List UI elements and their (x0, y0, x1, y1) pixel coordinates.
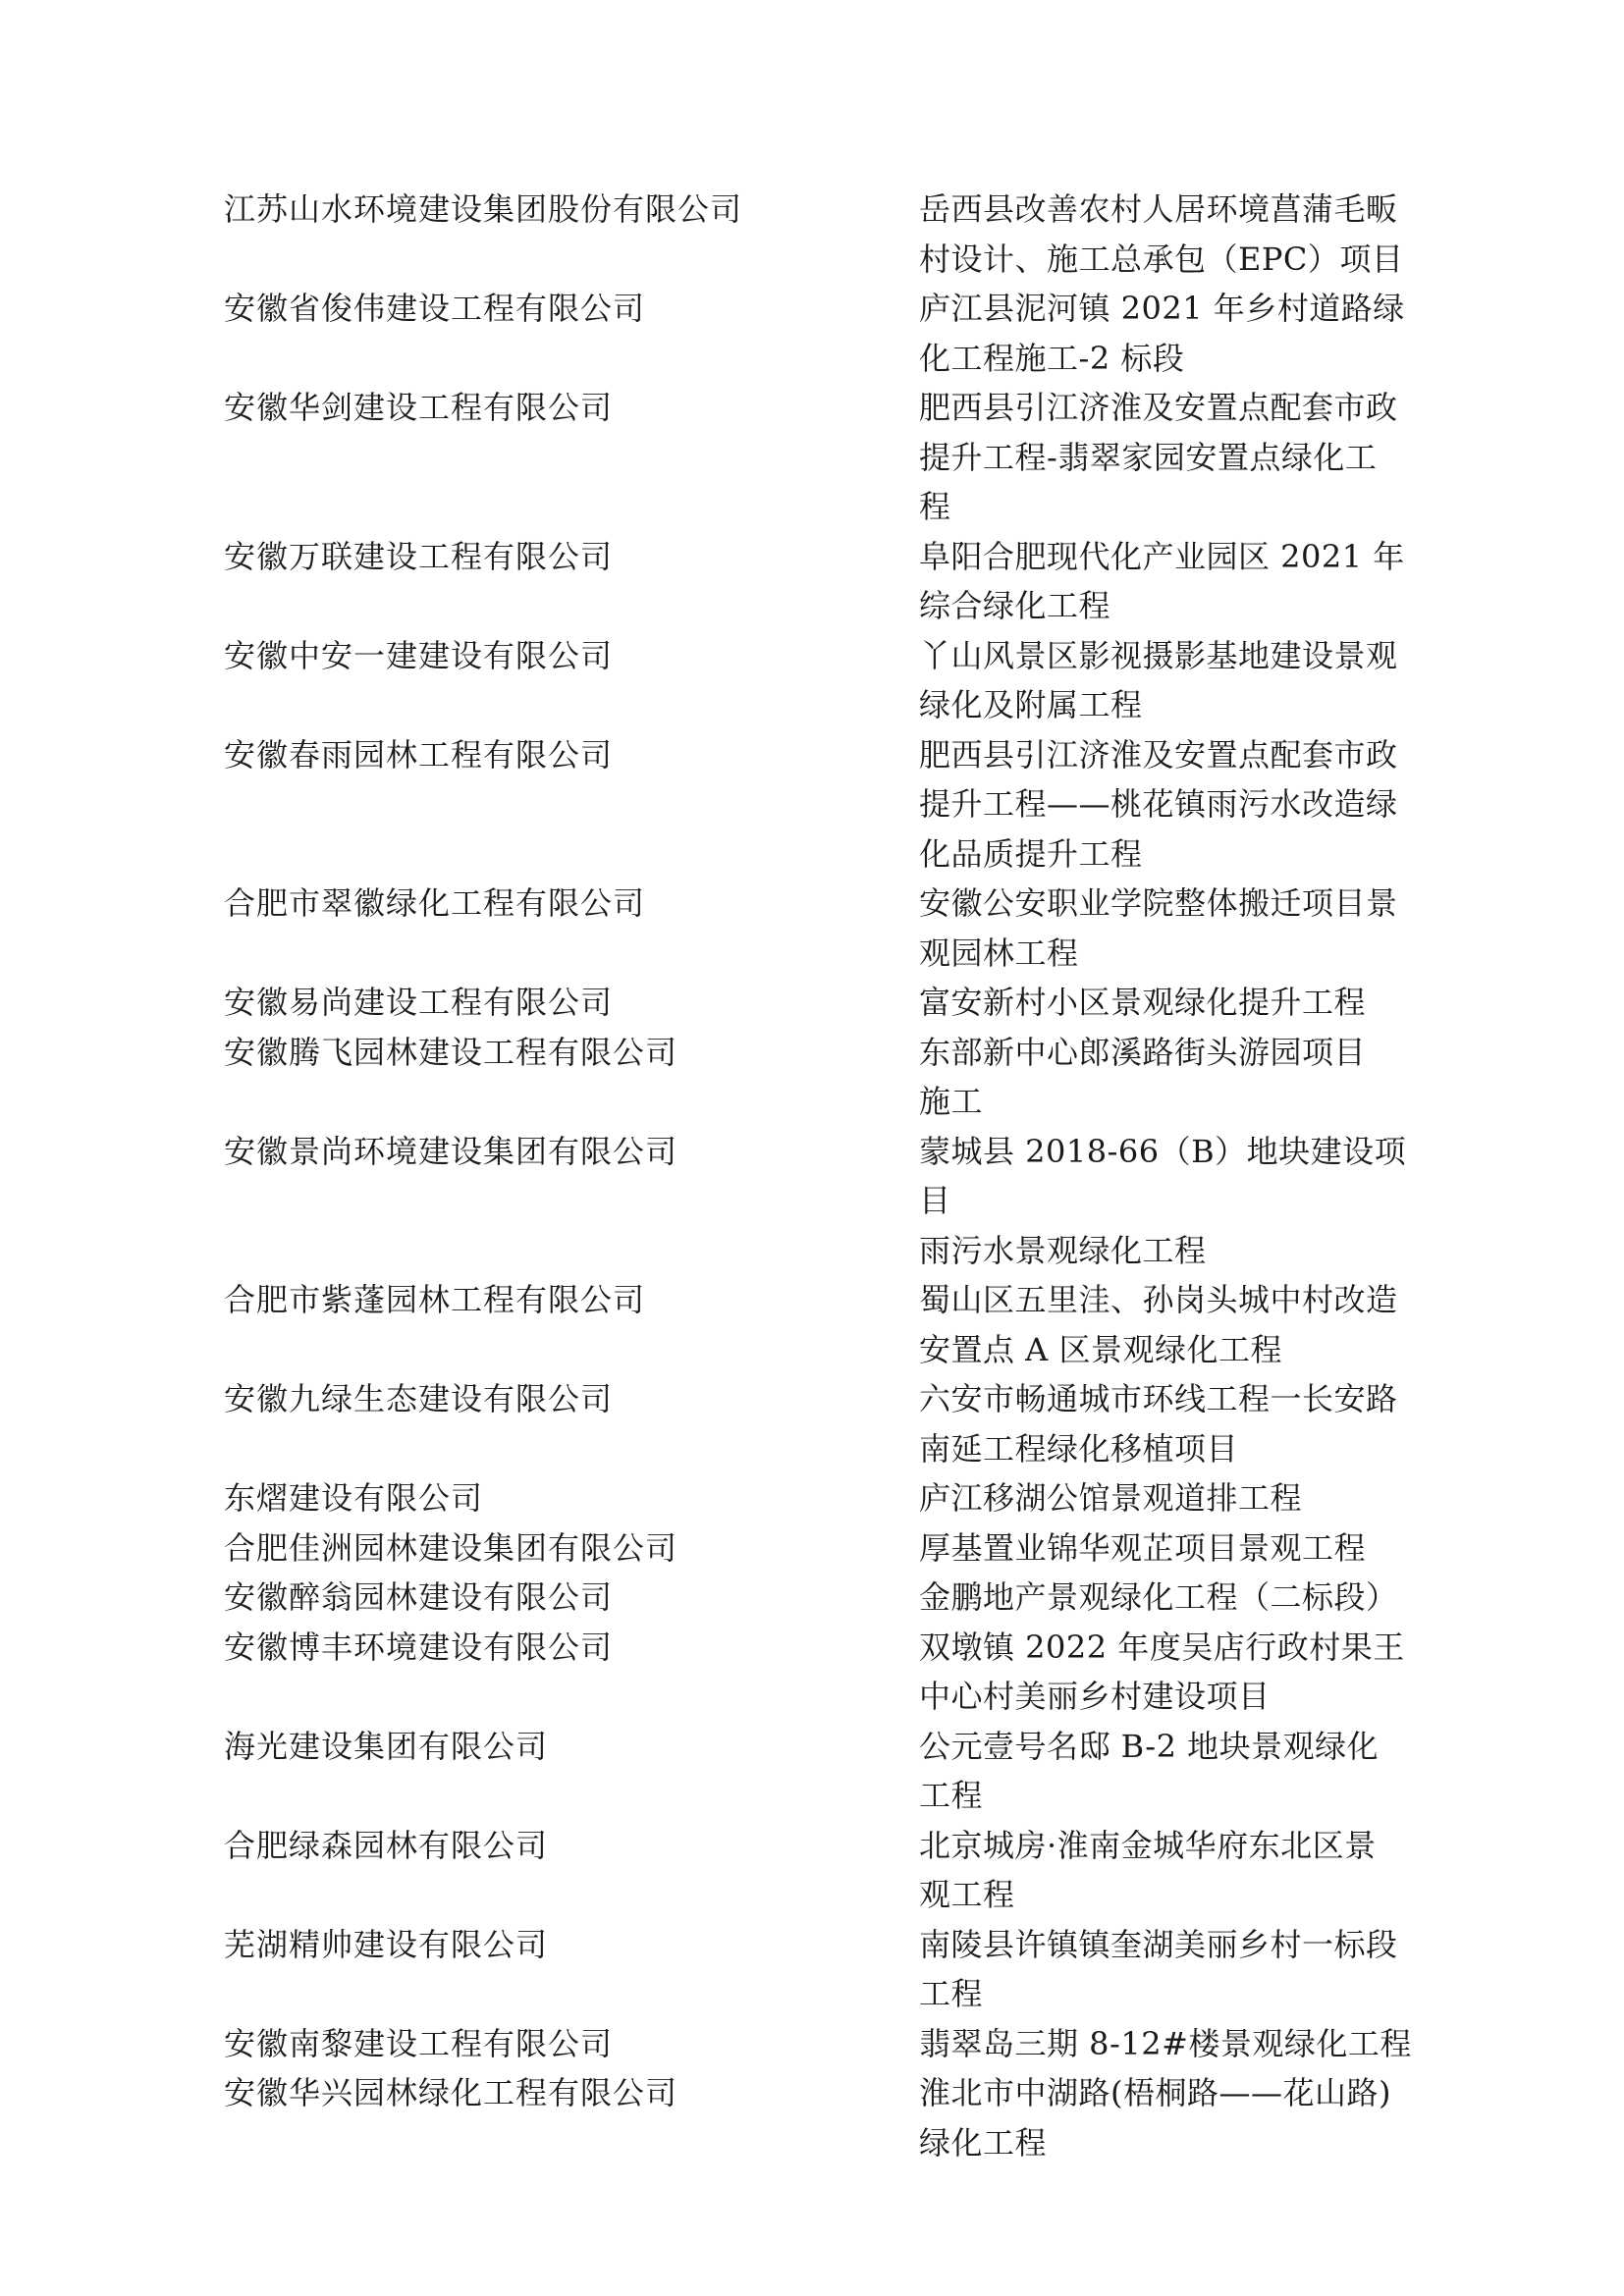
project-name: 厚基置业锦华观芷项目景观工程 (919, 1528, 1367, 1567)
project-name: 六安市畅通城市环线工程一长安路 南延工程绿化移植项目 (919, 1380, 1398, 1468)
list-row (224, 1127, 1422, 1276)
project-name: 岳西县改善农村人居环境菖蒲毛畈 村设计、施工总承包（EPC）项目 (919, 190, 1404, 278)
project-name: 肥西县引江济淮及安置点配套市政 提升工程-翡翠家园安置点绿化工 程 (919, 389, 1398, 525)
company-name: 合肥市紫蓬园林工程有限公司 (224, 1281, 646, 1318)
company-name: 合肥市翠徽绿化工程有限公司 (224, 884, 646, 922)
company-project-list (224, 185, 1422, 2167)
project-name: 丫山风景区影视摄影基地建设景观 绿化及附属工程 (919, 636, 1398, 723)
project-name: 南陵县许镇镇奎湖美丽乡村一标段 工程 (919, 1925, 1398, 2012)
list-row (224, 2019, 1422, 2069)
company-name: 合肥佳洲园林建设集团有限公司 (224, 1528, 678, 1567)
list-row (224, 383, 1422, 532)
project-name: 淮北市中湖路(梧桐路——花山路) 绿化工程 (919, 2074, 1391, 2162)
project-name: 阜阳合肥现代化产业园区 2021 年 综合绿化工程 (919, 537, 1405, 624)
list-row (224, 1523, 1422, 1574)
project-name: 北京城房·淮南金城华府东北区景 观工程 (919, 1826, 1377, 1913)
company-name: 芜湖精帅建设有限公司 (224, 1925, 549, 1963)
company-name: 安徽景尚环境建设集团有限公司 (224, 1132, 678, 1170)
list-row (224, 631, 1422, 730)
list-row (224, 879, 1422, 978)
project-name: 翡翠岛三期 8-12#楼景观绿化工程 (919, 2024, 1412, 2062)
company-name: 安徽易尚建设工程有限公司 (224, 984, 614, 1021)
company-name: 安徽腾飞园林建设工程有限公司 (224, 1033, 678, 1071)
list-row (224, 1573, 1422, 1623)
project-name: 双墩镇 2022 年度吴店行政村果王 中心村美丽乡村建设项目 (919, 1628, 1405, 1715)
company-name: 安徽中安一建建设有限公司 (224, 636, 614, 674)
project-name: 金鹏地产景观绿化工程（二标段） (919, 1578, 1398, 1616)
list-row (224, 730, 1422, 880)
project-name: 蜀山区五里洼、孙岗头城中村改造 安置点 A 区景观绿化工程 (919, 1281, 1398, 1368)
company-name: 江苏山水环境建设集团股份有限公司 (224, 190, 743, 228)
list-row (224, 2068, 1422, 2167)
project-name: 庐江移湖公馆景观道排工程 (919, 1479, 1303, 1517)
company-name: 安徽春雨园林工程有限公司 (224, 735, 614, 774)
company-name: 安徽南黎建设工程有限公司 (224, 2024, 614, 2062)
list-row (224, 532, 1422, 631)
list-row (224, 978, 1422, 1028)
list-row (224, 1821, 1422, 1920)
list-row (224, 1275, 1422, 1374)
list-row (224, 1920, 1422, 2019)
list-row (224, 1473, 1422, 1523)
list-row (224, 1623, 1422, 1722)
project-name: 富安新村小区景观绿化提升工程 (919, 984, 1367, 1021)
company-name: 海光建设集团有限公司 (224, 1727, 549, 1765)
company-name: 安徽醉翁园林建设有限公司 (224, 1578, 614, 1616)
project-name: 肥西县引江济淮及安置点配套市政 提升工程——桃花镇雨污水改造绿 化品质提升工程 (919, 735, 1398, 873)
company-name: 安徽华兴园林绿化工程有限公司 (224, 2074, 678, 2111)
list-row (224, 284, 1422, 383)
company-name: 合肥绿森园林有限公司 (224, 1826, 549, 1864)
project-name: 公元壹号名邸 B-2 地块景观绿化 工程 (919, 1727, 1380, 1814)
company-name: 安徽九绿生态建设有限公司 (224, 1380, 614, 1417)
list-row (224, 1028, 1422, 1127)
company-name: 东熠建设有限公司 (224, 1479, 484, 1517)
company-name: 安徽华剑建设工程有限公司 (224, 389, 614, 426)
company-name: 安徽博丰环境建设有限公司 (224, 1628, 614, 1666)
company-name: 安徽万联建设工程有限公司 (224, 537, 614, 575)
list-row (224, 185, 1422, 284)
company-name: 安徽省俊伟建设工程有限公司 (224, 290, 646, 327)
project-name: 庐江县泥河镇 2021 年乡村道路绿 化工程施工-2 标段 (919, 290, 1405, 377)
list-row (224, 1722, 1422, 1821)
project-name: 东部新中心郎溪路街头游园项目 施工 (919, 1033, 1367, 1120)
project-name: 安徽公安职业学院整体搬迁项目景 观园林工程 (919, 884, 1398, 972)
list-row (224, 1374, 1422, 1473)
project-name: 蒙城县 2018-66（B）地块建设项目 雨污水景观绿化工程 (919, 1132, 1407, 1269)
